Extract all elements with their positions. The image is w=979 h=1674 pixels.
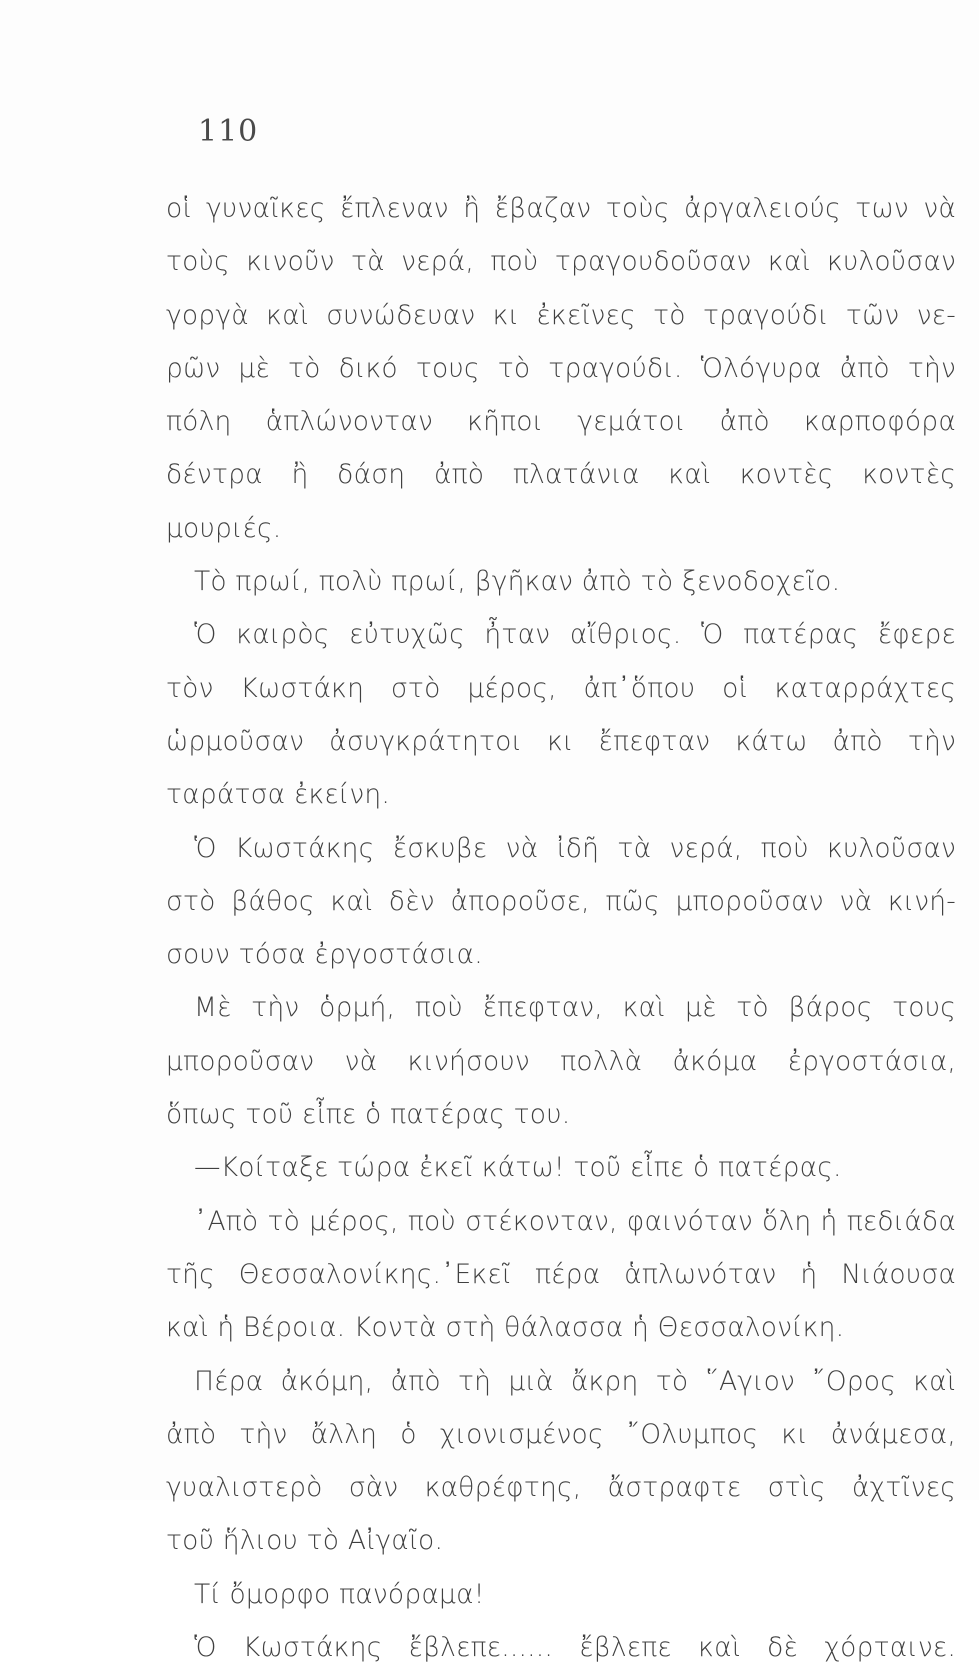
text-line: ρῶν μὲ τὸ δικό τους τὸ τραγούδι. Ὁλόγυρα ἀπὸ τὴν bbox=[166, 352, 956, 384]
text-line: γοργὰ καὶ συνώδευαν κι ἐκεῖνες τὸ τραγούδι τῶν νε- bbox=[166, 299, 956, 331]
text-line: Ὁ Κωστάκης ἔσκυβε νὰ ἰδῆ τὰ νερά, ποὺ κυλοῦσαν bbox=[194, 832, 956, 864]
text-line: τῆς Θεσσαλονίκης.᾿Εκεῖ πέρα ἁπλωνόταν ἡ Νιάουσα bbox=[166, 1258, 956, 1290]
text-line: μποροῦσαν νὰ κινήσουν πολλὰ ἀκόμα ἐργοστάσια, bbox=[166, 1045, 956, 1077]
text-line: Μὲ τὴν ὁρμή, ποὺ ἔπεφταν, καὶ μὲ τὸ βάρος τους bbox=[194, 992, 956, 1024]
text-line: ἀπὸ τὴν ἄλλη ὁ χιονισμένος ῎Ολυμπος κι ἀνάμεσα, bbox=[166, 1418, 956, 1450]
text-line: τὸν Κωστάκη στὸ μέρος, ἀπ᾿ὅπου οἱ καταρράχτες bbox=[166, 672, 956, 704]
body-text bbox=[166, 182, 956, 1674]
text-line: ὡρμοῦσαν ἀσυγκράτητοι κι ἔπεφταν κάτω ἀπὸ τὴν bbox=[166, 725, 956, 757]
text-line: Πέρα ἀκόμη, ἀπὸ τὴ μιὰ ἄκρη τὸ ῞Αγιον ῎Ορος καὶ bbox=[194, 1365, 956, 1397]
text-line: ὅπως τοῦ εἶπε ὁ πατέρας του. bbox=[166, 1099, 571, 1131]
text-line: στὸ βάθος καὶ δὲν ἀποροῦσε, πῶς μποροῦσαν νὰ κινή- bbox=[166, 885, 956, 917]
text-line: ταράτσα ἐκείνη. bbox=[166, 779, 391, 811]
text-line: Ὁ καιρὸς εὐτυχῶς ἦταν αἴθριος. Ὁ πατέρας ἔφερε bbox=[194, 619, 956, 651]
text-line: τοὺς κινοῦν τὰ νερά, ποὺ τραγουδοῦσαν καὶ κυλοῦσαν bbox=[166, 246, 956, 278]
text-line: οἱ γυναῖκες ἔπλεναν ἢ ἔβαζαν τοὺς ἀργαλειούς των νὰ bbox=[166, 193, 956, 224]
text-line: Ὁ Κωστάκης ἔβλεπε...... ἔβλεπε καὶ δὲ χόρταινε. bbox=[194, 1632, 956, 1664]
text-line: μουριές. bbox=[166, 512, 282, 544]
text-line: σουν τόσα ἐργοστάσια. bbox=[166, 939, 483, 971]
page-number: 110 bbox=[198, 114, 259, 149]
text-line: γυαλιστερὸ σὰν καθρέφτης, ἄστραφτε στὶς ἀχτῖνες bbox=[166, 1472, 956, 1504]
text-line: τοῦ ἥλιου τὸ Αἰγαῖο. bbox=[166, 1525, 444, 1557]
text-line: Τὸ πρωί, πολὺ πρωί, βγῆκαν ἀπὸ τὸ ξενοδοχεῖο. bbox=[194, 566, 841, 598]
text-line: —Κοίταξε τώρα ἐκεῖ κάτω! τοῦ εἶπε ὁ πατέρας. bbox=[194, 1152, 842, 1184]
text-line: πόλη ἁπλώνονταν κῆποι γεμάτοι ἀπὸ καρποφόρα bbox=[166, 406, 956, 438]
text-line: ᾿Απὸ τὸ μέρος, ποὺ στέκονταν, φαινόταν ὅλη ἡ πεδιάδα bbox=[194, 1205, 956, 1237]
text-line: δέντρα ἢ δάση ἀπὸ πλατάνια καὶ κοντὲς κοντὲς bbox=[166, 459, 956, 491]
text-line: καὶ ἡ Βέροια. Κοντὰ στὴ θάλασσα ἡ Θεσσαλονίκη. bbox=[166, 1312, 845, 1344]
text-line: Τί ὄμορφο πανόραμα! bbox=[194, 1578, 485, 1610]
